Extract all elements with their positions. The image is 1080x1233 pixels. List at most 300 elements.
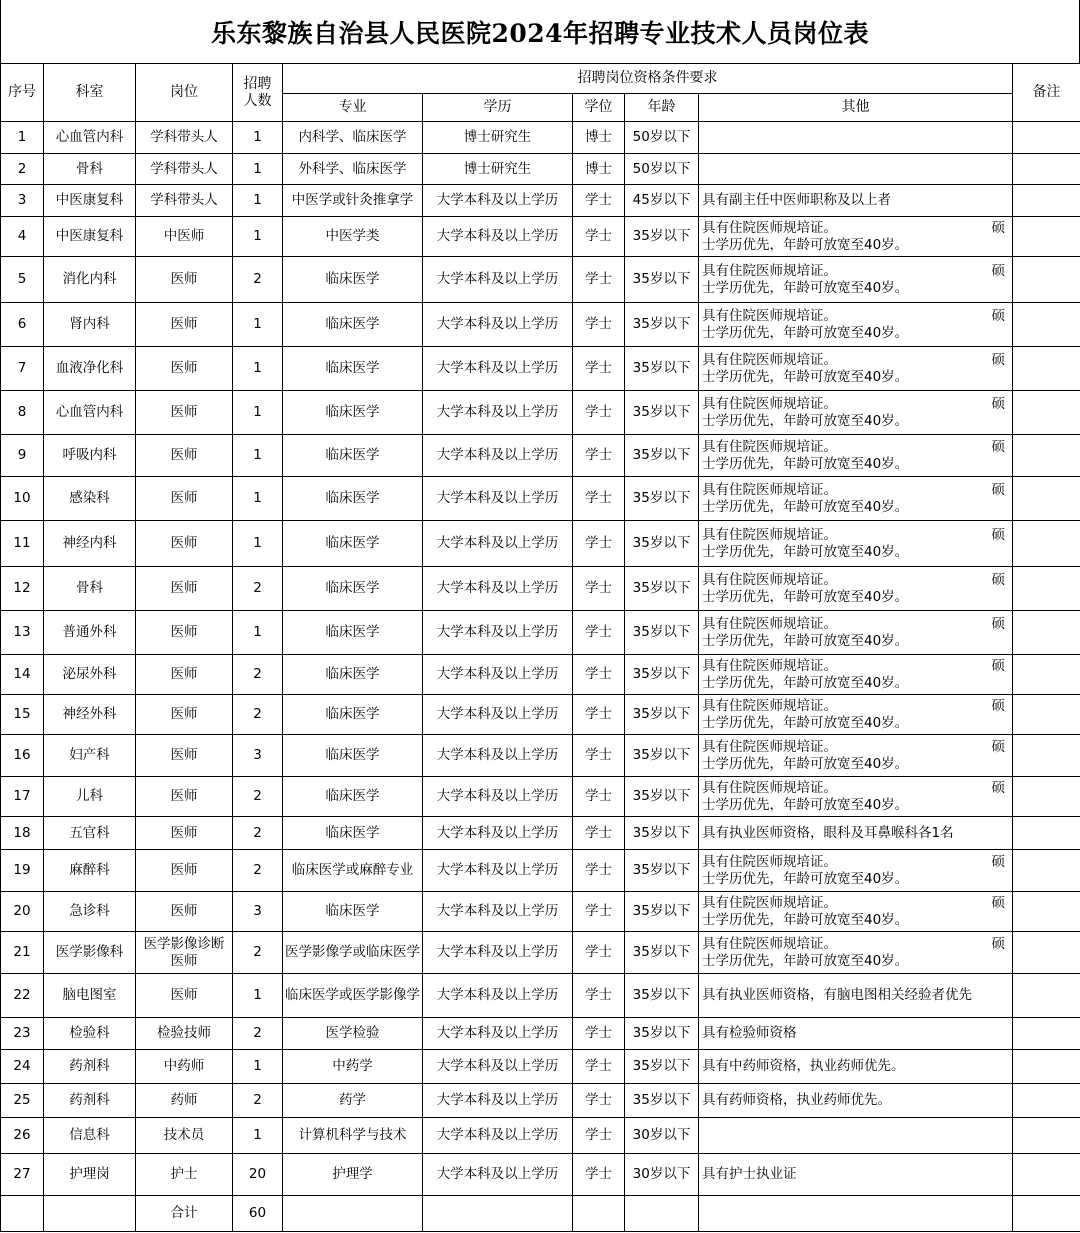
table-row <box>1 347 1080 391</box>
row-edu: 大学本科及以上学历 <box>423 347 573 391</box>
row-seq: 25 <box>1 1084 44 1118</box>
row-age: 35岁以下 <box>625 1050 699 1084</box>
row-count: 3 <box>233 735 283 777</box>
row-age: 35岁以下 <box>625 257 699 303</box>
other-line-2: 士学历优先，年龄可放宽至40岁。 <box>702 543 909 560</box>
row-note <box>1013 611 1080 655</box>
row-other <box>699 477 1013 521</box>
row-edu: 大学本科及以上学历 <box>423 303 573 347</box>
row-seq: 11 <box>1 521 44 567</box>
row-degree: 博士 <box>573 122 625 154</box>
row-post: 医师 <box>136 257 233 303</box>
row-note <box>1013 521 1080 567</box>
row-other <box>699 611 1013 655</box>
other-line-1: 具有住院医师规培证。 <box>702 697 837 714</box>
row-post: 医学影像诊断医师 <box>136 932 233 974</box>
row-degree: 学士 <box>573 1050 625 1084</box>
row-major: 临床医学或麻醉专业 <box>283 850 423 892</box>
row-dept: 心血管内科 <box>44 122 136 154</box>
other-line-1: 具有住院医师规培证。 <box>702 526 837 543</box>
other-line-2: 士学历优先，年龄可放宽至40岁。 <box>702 324 909 341</box>
row-seq: 27 <box>1 1154 44 1196</box>
row-major: 临床医学 <box>283 817 423 850</box>
row-degree: 学士 <box>573 974 625 1018</box>
row-degree: 学士 <box>573 567 625 611</box>
other-line-1-tail: 硕 <box>991 219 1005 236</box>
row-other <box>699 777 1013 817</box>
row-major: 中医学类 <box>283 217 423 257</box>
row-age: 30岁以下 <box>625 1118 699 1154</box>
row-count: 2 <box>233 850 283 892</box>
table-row <box>1 817 1080 850</box>
row-age: 35岁以下 <box>625 974 699 1018</box>
row-post: 医师 <box>136 477 233 521</box>
row-seq: 23 <box>1 1018 44 1050</box>
row-note <box>1013 122 1080 154</box>
row-post: 检验技师 <box>136 1018 233 1050</box>
other-line-2: 士学历优先，年龄可放宽至40岁。 <box>702 674 909 691</box>
row-edu: 博士研究生 <box>423 122 573 154</box>
row-dept: 急诊科 <box>44 892 136 932</box>
row-post: 中医师 <box>136 217 233 257</box>
table-row <box>1 185 1080 217</box>
row-major: 临床医学 <box>283 257 423 303</box>
other-line-1: 具有住院医师规培证。 <box>702 262 837 279</box>
table-row <box>1 521 1080 567</box>
row-note <box>1013 567 1080 611</box>
row-major: 临床医学 <box>283 695 423 735</box>
row-edu: 大学本科及以上学历 <box>423 735 573 777</box>
row-degree: 学士 <box>573 1154 625 1196</box>
row-count: 2 <box>233 932 283 974</box>
row-dept: 妇产科 <box>44 735 136 777</box>
row-note <box>1013 974 1080 1018</box>
other-line-1-tail: 硕 <box>991 571 1005 588</box>
row-degree: 学士 <box>573 303 625 347</box>
row-post: 医师 <box>136 391 233 435</box>
row-note <box>1013 932 1080 974</box>
row-seq: 3 <box>1 185 44 217</box>
row-major: 计算机科学与技术 <box>283 1118 423 1154</box>
other-line-1-tail: 硕 <box>991 615 1005 632</box>
row-other <box>699 735 1013 777</box>
row-dept: 中医康复科 <box>44 185 136 217</box>
header-requirements: 招聘岗位资格条件要求 <box>283 64 1013 94</box>
row-seq: 10 <box>1 477 44 521</box>
row-dept: 神经内科 <box>44 521 136 567</box>
row-age: 50岁以下 <box>625 122 699 154</box>
table-row <box>1 892 1080 932</box>
row-dept: 消化内科 <box>44 257 136 303</box>
row-dept: 儿科 <box>44 777 136 817</box>
row-note <box>1013 655 1080 695</box>
row-post: 中药师 <box>136 1050 233 1084</box>
row-seq: 8 <box>1 391 44 435</box>
row-other: 具有检验师资格 <box>699 1018 1013 1050</box>
row-note <box>1013 435 1080 477</box>
row-count: 2 <box>233 695 283 735</box>
row-degree: 学士 <box>573 257 625 303</box>
other-line-2: 士学历优先，年龄可放宽至40岁。 <box>702 632 909 649</box>
row-other <box>699 655 1013 695</box>
row-edu: 博士研究生 <box>423 154 573 185</box>
row-dept: 呼吸内科 <box>44 435 136 477</box>
other-line-1-tail: 硕 <box>991 697 1005 714</box>
row-count: 2 <box>233 777 283 817</box>
row-degree: 学士 <box>573 1084 625 1118</box>
row-age: 35岁以下 <box>625 435 699 477</box>
other-line-1: 具有住院医师规培证。 <box>702 219 837 236</box>
row-count: 1 <box>233 477 283 521</box>
row-edu: 大学本科及以上学历 <box>423 892 573 932</box>
row-degree: 学士 <box>573 611 625 655</box>
row-seq: 12 <box>1 567 44 611</box>
row-age: 35岁以下 <box>625 217 699 257</box>
header-degree: 学位 <box>573 94 625 122</box>
row-major: 临床医学 <box>283 521 423 567</box>
other-line-1-tail: 硕 <box>991 481 1005 498</box>
total-count: 60 <box>233 1196 283 1232</box>
other-line-1: 具有住院医师规培证。 <box>702 481 837 498</box>
table-row <box>1 435 1080 477</box>
row-age: 50岁以下 <box>625 154 699 185</box>
total-label: 合计 <box>136 1196 233 1232</box>
row-note <box>1013 257 1080 303</box>
row-major: 临床医学 <box>283 477 423 521</box>
row-degree: 学士 <box>573 850 625 892</box>
other-line-1: 具有住院医师规培证。 <box>702 935 837 952</box>
table-row <box>1 257 1080 303</box>
row-degree: 学士 <box>573 521 625 567</box>
row-note <box>1013 892 1080 932</box>
row-dept: 脑电图室 <box>44 974 136 1018</box>
row-count: 1 <box>233 154 283 185</box>
table-row <box>1 391 1080 435</box>
row-dept: 药剂科 <box>44 1084 136 1118</box>
row-note <box>1013 1018 1080 1050</box>
row-other: 具有药师资格，执业药师优先。 <box>699 1084 1013 1118</box>
row-dept: 五官科 <box>44 817 136 850</box>
table-row <box>1 777 1080 817</box>
row-dept: 骨科 <box>44 154 136 185</box>
row-edu: 大学本科及以上学历 <box>423 521 573 567</box>
other-line-1-tail: 硕 <box>991 779 1005 796</box>
row-other <box>699 695 1013 735</box>
row-other <box>699 303 1013 347</box>
other-line-2: 士学历优先，年龄可放宽至40岁。 <box>702 870 909 887</box>
row-other: 具有护士执业证 <box>699 1154 1013 1196</box>
table-row <box>1 217 1080 257</box>
other-line-2: 士学历优先，年龄可放宽至40岁。 <box>702 755 909 772</box>
header-count: 招聘人数 <box>233 64 283 122</box>
other-line-2: 士学历优先，年龄可放宽至40岁。 <box>702 952 909 969</box>
row-note <box>1013 303 1080 347</box>
row-dept: 普通外科 <box>44 611 136 655</box>
row-age: 35岁以下 <box>625 477 699 521</box>
row-post: 医师 <box>136 974 233 1018</box>
row-note <box>1013 695 1080 735</box>
row-degree: 学士 <box>573 655 625 695</box>
row-edu: 大学本科及以上学历 <box>423 777 573 817</box>
row-seq: 6 <box>1 303 44 347</box>
row-degree: 学士 <box>573 217 625 257</box>
row-age: 45岁以下 <box>625 185 699 217</box>
row-seq: 4 <box>1 217 44 257</box>
row-major: 临床医学 <box>283 655 423 695</box>
row-dept: 中医康复科 <box>44 217 136 257</box>
row-count: 2 <box>233 567 283 611</box>
row-age: 35岁以下 <box>625 892 699 932</box>
row-post: 学科带头人 <box>136 122 233 154</box>
row-edu: 大学本科及以上学历 <box>423 850 573 892</box>
row-other <box>699 217 1013 257</box>
other-line-1-tail: 硕 <box>991 526 1005 543</box>
row-edu: 大学本科及以上学历 <box>423 1018 573 1050</box>
row-edu: 大学本科及以上学历 <box>423 817 573 850</box>
row-count: 1 <box>233 521 283 567</box>
row-count: 1 <box>233 1118 283 1154</box>
row-major: 内科学、临床医学 <box>283 122 423 154</box>
row-age: 35岁以下 <box>625 303 699 347</box>
other-line-1: 具有住院医师规培证。 <box>702 615 837 632</box>
row-seq: 13 <box>1 611 44 655</box>
row-count: 20 <box>233 1154 283 1196</box>
other-line-2: 士学历优先，年龄可放宽至40岁。 <box>702 279 909 296</box>
header-note: 备注 <box>1013 64 1080 122</box>
row-other <box>699 567 1013 611</box>
row-major: 临床医学 <box>283 892 423 932</box>
row-edu: 大学本科及以上学历 <box>423 217 573 257</box>
row-seq: 2 <box>1 154 44 185</box>
row-major: 医学影像学或临床医学 <box>283 932 423 974</box>
row-dept: 血液净化科 <box>44 347 136 391</box>
row-dept: 心血管内科 <box>44 391 136 435</box>
row-degree: 学士 <box>573 435 625 477</box>
row-degree: 学士 <box>573 347 625 391</box>
recruitment-table <box>0 63 1080 1232</box>
row-degree: 学士 <box>573 892 625 932</box>
row-post: 医师 <box>136 655 233 695</box>
other-line-1-tail: 硕 <box>991 438 1005 455</box>
row-age: 35岁以下 <box>625 347 699 391</box>
header-age: 年龄 <box>625 94 699 122</box>
header-other: 其他 <box>699 94 1013 122</box>
row-post: 医师 <box>136 435 233 477</box>
row-major: 护理学 <box>283 1154 423 1196</box>
row-post: 医师 <box>136 303 233 347</box>
row-degree: 学士 <box>573 185 625 217</box>
row-degree: 学士 <box>573 735 625 777</box>
row-age: 35岁以下 <box>625 391 699 435</box>
row-age: 35岁以下 <box>625 695 699 735</box>
row-count: 1 <box>233 303 283 347</box>
table-row <box>1 1154 1080 1196</box>
row-age: 35岁以下 <box>625 932 699 974</box>
row-other <box>699 932 1013 974</box>
page-title: 乐东黎族自治县人民医院2024年招聘专业技术人员岗位表 <box>0 0 1080 63</box>
row-note <box>1013 1050 1080 1084</box>
other-line-1-tail: 硕 <box>991 894 1005 911</box>
other-line-1-tail: 硕 <box>991 853 1005 870</box>
row-degree: 学士 <box>573 1018 625 1050</box>
row-dept: 神经外科 <box>44 695 136 735</box>
row-note <box>1013 477 1080 521</box>
row-age: 35岁以下 <box>625 735 699 777</box>
row-dept: 泌尿外科 <box>44 655 136 695</box>
row-other: 具有执业医师资格，眼科及耳鼻喉科各1名 <box>699 817 1013 850</box>
row-note <box>1013 735 1080 777</box>
row-note <box>1013 850 1080 892</box>
other-line-1-tail: 硕 <box>991 262 1005 279</box>
row-edu: 大学本科及以上学历 <box>423 477 573 521</box>
table-row <box>1 1018 1080 1050</box>
row-note <box>1013 185 1080 217</box>
row-post: 医师 <box>136 567 233 611</box>
total-row <box>1 1196 1080 1232</box>
row-note <box>1013 1084 1080 1118</box>
row-seq: 21 <box>1 932 44 974</box>
row-note <box>1013 347 1080 391</box>
row-post: 医师 <box>136 850 233 892</box>
row-post: 医师 <box>136 777 233 817</box>
row-edu: 大学本科及以上学历 <box>423 611 573 655</box>
other-line-2: 士学历优先，年龄可放宽至40岁。 <box>702 412 909 429</box>
row-other: 具有副主任中医师职称及以上者 <box>699 185 1013 217</box>
row-age: 35岁以下 <box>625 817 699 850</box>
row-other: 具有执业医师资格，有脑电图相关经验者优先 <box>699 974 1013 1018</box>
row-seq: 20 <box>1 892 44 932</box>
table-row <box>1 122 1080 154</box>
table-row <box>1 850 1080 892</box>
row-count: 2 <box>233 817 283 850</box>
row-other <box>699 347 1013 391</box>
row-other: 具有中药师资格，执业药师优先。 <box>699 1050 1013 1084</box>
row-note <box>1013 217 1080 257</box>
row-count: 1 <box>233 122 283 154</box>
row-count: 3 <box>233 892 283 932</box>
row-dept: 骨科 <box>44 567 136 611</box>
header-major: 专业 <box>283 94 423 122</box>
row-post: 医师 <box>136 817 233 850</box>
row-edu: 大学本科及以上学历 <box>423 567 573 611</box>
other-line-2: 士学历优先，年龄可放宽至40岁。 <box>702 588 909 605</box>
row-seq: 14 <box>1 655 44 695</box>
row-degree: 学士 <box>573 777 625 817</box>
row-dept: 肾内科 <box>44 303 136 347</box>
row-count: 1 <box>233 347 283 391</box>
other-line-2: 士学历优先，年龄可放宽至40岁。 <box>702 236 909 253</box>
row-other <box>699 521 1013 567</box>
row-note <box>1013 777 1080 817</box>
row-degree: 学士 <box>573 1118 625 1154</box>
row-major: 临床医学 <box>283 391 423 435</box>
row-edu: 大学本科及以上学历 <box>423 391 573 435</box>
other-line-1-tail: 硕 <box>991 657 1005 674</box>
row-age: 35岁以下 <box>625 567 699 611</box>
row-seq: 17 <box>1 777 44 817</box>
row-other <box>699 122 1013 154</box>
row-seq: 19 <box>1 850 44 892</box>
row-other <box>699 391 1013 435</box>
row-age: 35岁以下 <box>625 611 699 655</box>
row-seq: 15 <box>1 695 44 735</box>
row-seq: 1 <box>1 122 44 154</box>
row-post: 医师 <box>136 735 233 777</box>
row-seq: 24 <box>1 1050 44 1084</box>
table-row <box>1 477 1080 521</box>
header-seq: 序号 <box>1 64 44 122</box>
row-degree: 学士 <box>573 932 625 974</box>
other-line-1: 具有住院医师规培证。 <box>702 657 837 674</box>
row-major: 中药学 <box>283 1050 423 1084</box>
other-line-1: 具有住院医师规培证。 <box>702 395 837 412</box>
row-major: 医学检验 <box>283 1018 423 1050</box>
row-age: 35岁以下 <box>625 850 699 892</box>
other-line-1: 具有住院医师规培证。 <box>702 351 837 368</box>
row-major: 临床医学 <box>283 435 423 477</box>
other-line-1: 具有住院医师规培证。 <box>702 571 837 588</box>
row-age: 35岁以下 <box>625 777 699 817</box>
row-age: 35岁以下 <box>625 521 699 567</box>
row-seq: 9 <box>1 435 44 477</box>
row-other <box>699 257 1013 303</box>
other-line-1: 具有住院医师规培证。 <box>702 894 837 911</box>
row-other <box>699 435 1013 477</box>
row-major: 中医学或针灸推拿学 <box>283 185 423 217</box>
row-seq: 18 <box>1 817 44 850</box>
row-edu: 大学本科及以上学历 <box>423 695 573 735</box>
row-major: 临床医学 <box>283 303 423 347</box>
row-age: 35岁以下 <box>625 655 699 695</box>
row-other <box>699 154 1013 185</box>
row-post: 药师 <box>136 1084 233 1118</box>
row-count: 1 <box>233 391 283 435</box>
row-post: 学科带头人 <box>136 154 233 185</box>
row-edu: 大学本科及以上学历 <box>423 185 573 217</box>
row-dept: 检验科 <box>44 1018 136 1050</box>
row-other <box>699 850 1013 892</box>
table-row <box>1 695 1080 735</box>
table-row <box>1 735 1080 777</box>
header-edu: 学历 <box>423 94 573 122</box>
row-degree: 博士 <box>573 154 625 185</box>
row-post: 医师 <box>136 347 233 391</box>
row-major: 临床医学 <box>283 611 423 655</box>
row-edu: 大学本科及以上学历 <box>423 257 573 303</box>
row-edu: 大学本科及以上学历 <box>423 974 573 1018</box>
other-line-1: 具有住院医师规培证。 <box>702 738 837 755</box>
row-edu: 大学本科及以上学历 <box>423 655 573 695</box>
other-line-1-tail: 硕 <box>991 351 1005 368</box>
row-edu: 大学本科及以上学历 <box>423 1118 573 1154</box>
row-seq: 16 <box>1 735 44 777</box>
table-row <box>1 932 1080 974</box>
row-dept: 信息科 <box>44 1118 136 1154</box>
other-line-1: 具有住院医师规培证。 <box>702 438 837 455</box>
row-count: 1 <box>233 611 283 655</box>
table-row <box>1 1118 1080 1154</box>
row-seq: 22 <box>1 974 44 1018</box>
other-line-1-tail: 硕 <box>991 307 1005 324</box>
other-line-2: 士学历优先，年龄可放宽至40岁。 <box>702 455 909 472</box>
row-edu: 大学本科及以上学历 <box>423 1050 573 1084</box>
other-line-2: 士学历优先，年龄可放宽至40岁。 <box>702 714 909 731</box>
other-line-2: 士学历优先，年龄可放宽至40岁。 <box>702 796 909 813</box>
row-post: 医师 <box>136 695 233 735</box>
row-dept: 医学影像科 <box>44 932 136 974</box>
row-count: 1 <box>233 185 283 217</box>
row-post: 医师 <box>136 521 233 567</box>
